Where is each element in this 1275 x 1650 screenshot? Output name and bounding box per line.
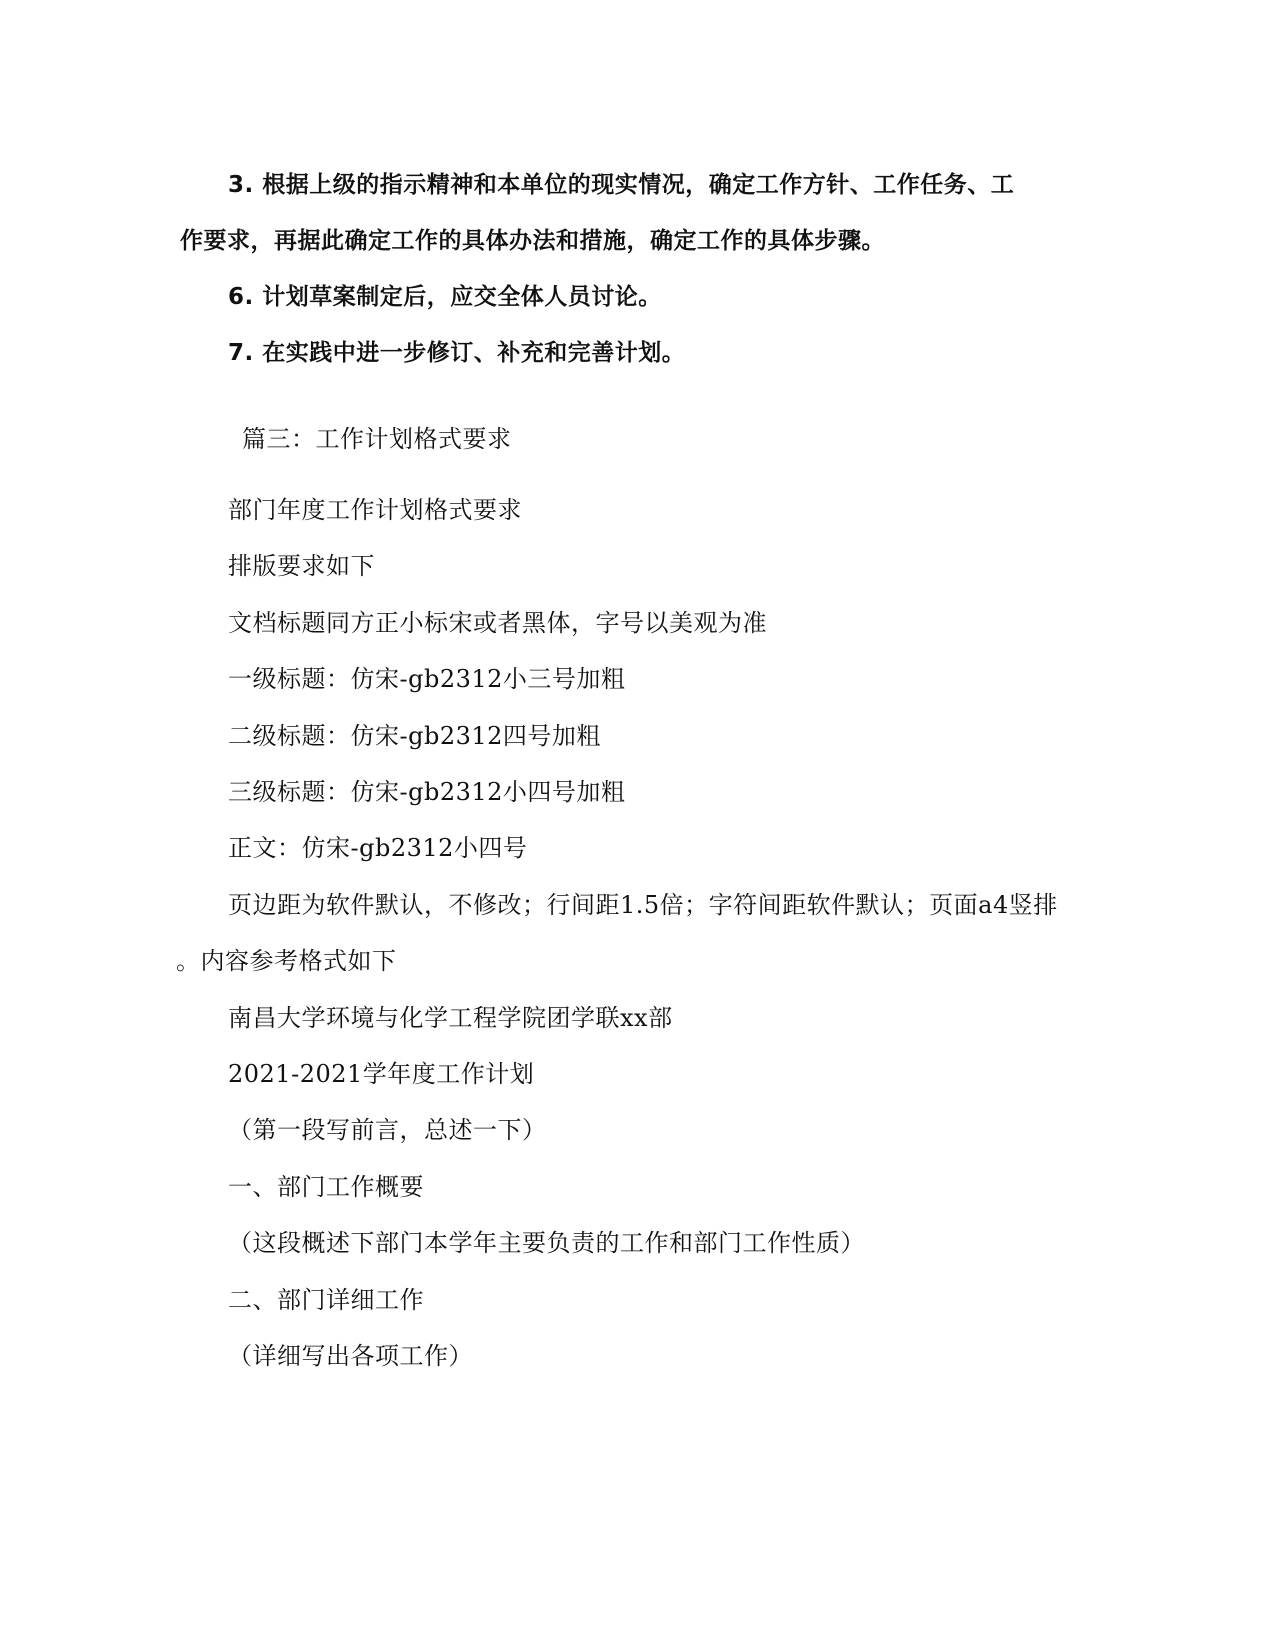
- text-line: 正文：仿宋-gb2312小四号: [228, 834, 528, 862]
- paragraph-3-line-1: 3. 根据上级的指示精神和本单位的现实情况，确定工作方针、工作任务、工: [228, 172, 1015, 198]
- text-line: 二级标题：仿宋-gb2312四号加粗: [228, 722, 601, 750]
- text-line: 一级标题：仿宋-gb2312小三号加粗: [228, 665, 626, 693]
- text-line: 南昌大学环境与化学工程学院团学联xx部: [228, 1004, 673, 1032]
- section-title: 篇三：工作计划格式要求: [242, 425, 512, 453]
- text-line: 文档标题同方正小标宋或者黑体，字号以美观为准: [228, 609, 767, 637]
- text-line: 三级标题：仿宋-gb2312小四号加粗: [228, 778, 626, 806]
- text-line: （第一段写前言，总述一下）: [228, 1116, 547, 1144]
- text-line: （详细写出各项工作）: [228, 1342, 473, 1370]
- text-line: 排版要求如下: [228, 552, 375, 580]
- text-line: 页边距为软件默认，不修改；行间距1.5倍；字符间距软件默认；页面a4竖排: [228, 891, 1058, 919]
- paragraph-7: 7. 在实践中进一步修订、补充和完善计划。: [228, 340, 686, 366]
- text-line: 。内容参考格式如下: [176, 947, 397, 975]
- text-line: （这段概述下部门本学年主要负责的工作和部门工作性质）: [228, 1229, 865, 1257]
- text-line: 部门年度工作计划格式要求: [228, 496, 522, 524]
- text-line: 二、部门详细工作: [228, 1286, 424, 1314]
- text-line: 一、部门工作概要: [228, 1173, 424, 1201]
- text-line: 2021-2021学年度工作计划: [228, 1060, 535, 1088]
- paragraph-6: 6. 计划草案制定后，应交全体人员讨论。: [228, 284, 662, 310]
- paragraph-3-line-2: 作要求，再据此确定工作的具体办法和措施，确定工作的具体步骤。: [180, 228, 885, 254]
